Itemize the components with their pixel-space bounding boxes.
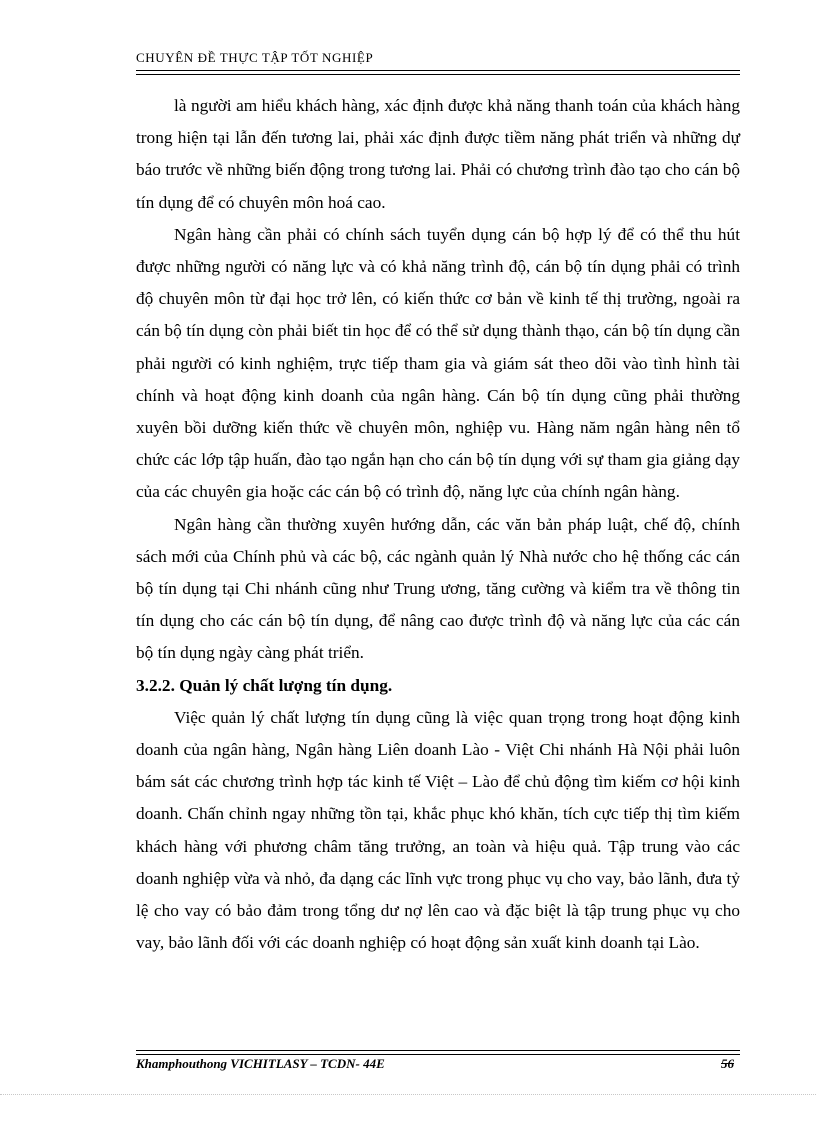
page-footer — [136, 1056, 740, 1072]
body-paragraph: Ngân hàng cần thường xuyên hướng dẫn, các văn bản pháp luật, chế độ, chính sách mới của Chính phủ và các bộ, các ngành quản lý Nhà nước cho hệ thống các cán bộ tín dụng tại Chi nhánh cũng như Trung ương, tăng cường và kiểm tra về thông tin tín dụng cho các cán bộ tín dụng, để nâng cao được trình độ và năng lực của các cán bộ tín dụng ngày càng phát triển. — [136, 514, 740, 663]
footer-rule — [136, 1050, 740, 1055]
document-page — [136, 0, 740, 1123]
page-number: 56 — [721, 1056, 734, 1071]
page-header: CHUYÊN ĐỀ THỰC TẬP TỐT NGHIỆP — [136, 50, 374, 65]
body-paragraph: là người am hiểu khách hàng, xác định được khả năng thanh toán của khách hàng trong hiện tại lẫn đến tương lai, phải xác định được tiềm năng phát triển và những dự báo trước về những biến động trong tương lai. Phải có chương trình đào tạo cho cán bộ tín dụng để có chuyên môn hoá cao. — [136, 96, 740, 212]
footer-author: Khamphouthong VICHITLASY – TCDN- 44E — [136, 1056, 385, 1071]
page-bottom-dotted-line — [0, 1094, 816, 1095]
header-rule — [136, 70, 740, 75]
body-paragraph: Việc quản lý chất lượng tín dụng cũng là việc quan trọng trong hoạt động kinh doanh của ngân hàng, Ngân hàng Liên doanh Lào - Việt Chi nhánh Hà Nội phải luôn bám sát các chương trình hợp tác kinh tế Việt – Lào để chủ động tìm kiếm cơ hội kinh doanh. Chấn chỉnh ngay những tồn tại, khắc phục khó khăn, tích cực tiếp thị tìm kiếm khách hàng với phương châm tăng trưởng, an toàn và hiệu quả. Tập trung vào các doanh nghiệp vừa và nhỏ, đa dạng các lĩnh vực trong phục vụ cho vay, bảo lãnh, đưa tỷ lệ cho vay có bảo đảm trong tổng dư nợ lên cao và đặc biệt là tập trung phục vụ cho vay, bảo lãnh đối với các doanh nghiệp có hoạt động sản xuất kinh doanh tại Lào. — [136, 707, 740, 953]
section-heading: 3.2.2. Quản lý chất lượng tín dụng. — [136, 675, 393, 695]
body-paragraph: Ngân hàng cần phải có chính sách tuyển dụng cán bộ hợp lý để có thể thu hút được những người có năng lực và có khả năng trình độ, cán bộ tín dụng phải có trình độ chuyên môn từ đại học trở lên, có kiến thức cơ bản về kinh tế thị trường, ngoài ra cán bộ tín dụng còn phải biết tin học để có thể sử dụng thành thạo, cán bộ tín dụng cần phải người có kinh nghiệm, trực tiếp tham gia và giám sát theo dõi vào tình hình tài chính và hoạt động kinh doanh của ngân hàng. Cán bộ tín dụng cũng phải thường xuyên bồi dưỡng kiến thức về chuyên môn, nghiệp vu. Hàng năm ngân hàng nên tổ chức các lớp tập huấn, đào tạo ngắn hạn cho cán bộ tín dụng với sự tham gia giảng dạy của các chuyên gia hoặc các cán bộ có trình độ, năng lực của chính ngân hàng. — [136, 224, 740, 502]
document-body — [136, 90, 740, 959]
